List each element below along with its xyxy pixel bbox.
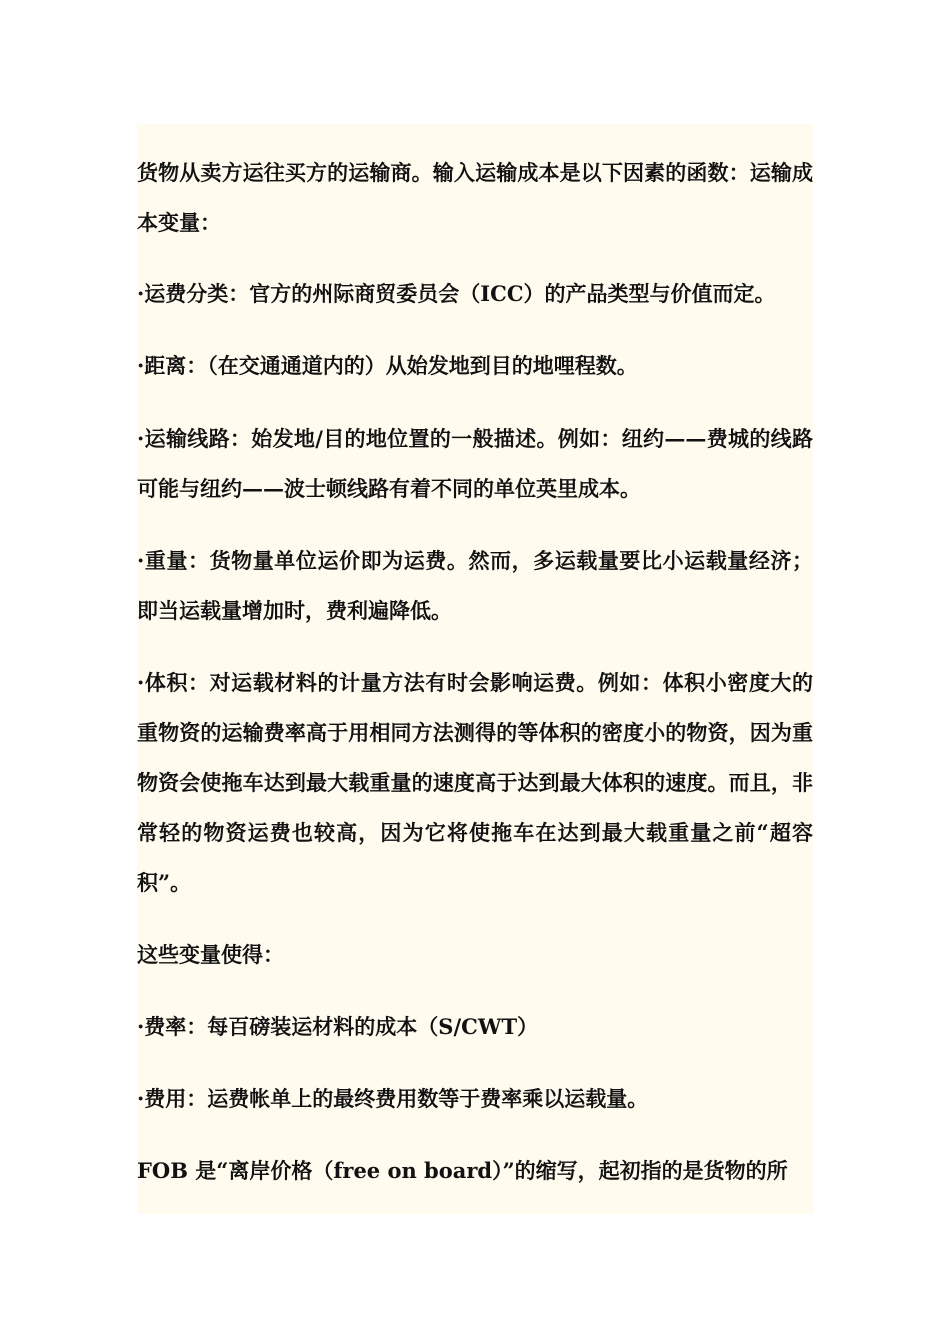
text-block	[137, 124, 813, 1214]
paragraph-freight-class: ·运费分类：官方的州际商贸委员会（ICC）的产品类型与价值而定。	[137, 281, 776, 306]
paragraph-volume: ·体积：对运载材料的计量方法有时会影响运费。例如：体积小密度大的重物资的运输费率高于用相同方法测得的等体积的密度小的物资，因为重物资会使拖车达到最大载重量的速度高于达到最大体积的速度。而且，非常轻的物资运费也较高，因为它将使拖车在达到最大载重量之前“超容积”。	[137, 670, 813, 895]
paragraph-rate: ·费率：每百磅装运材料的成本（S/CWT）	[137, 1014, 539, 1039]
paragraph-intro: 货物从卖方运往买方的运输商。输入运输成本是以下因素的函数：运输成本变量：	[137, 160, 813, 235]
paragraph-distance: ·距离：（在交通通道内的）从始发地到目的地哩程数。	[137, 353, 638, 378]
paragraph-charge: ·费用：运费帐单上的最终费用数等于费率乘以运载量。	[137, 1086, 649, 1111]
paragraph-variables-result: 这些变量使得：	[137, 942, 284, 967]
paragraph-weight: ·重量：货物量单位运价即为运费。然而，多运载量要比小运载量经济；即当运载量增加时，费利遍降低。	[137, 548, 813, 623]
paragraph-route: ·运输线路：始发地/目的地位置的一般描述。例如：纽约——费城的线路可能与纽约——波士顿线路有着不同的单位英里成本。	[137, 426, 813, 501]
paragraph-fob: FOB 是“离岸价格（free on board）”的缩写，起初指的是货物的所	[137, 1158, 788, 1183]
